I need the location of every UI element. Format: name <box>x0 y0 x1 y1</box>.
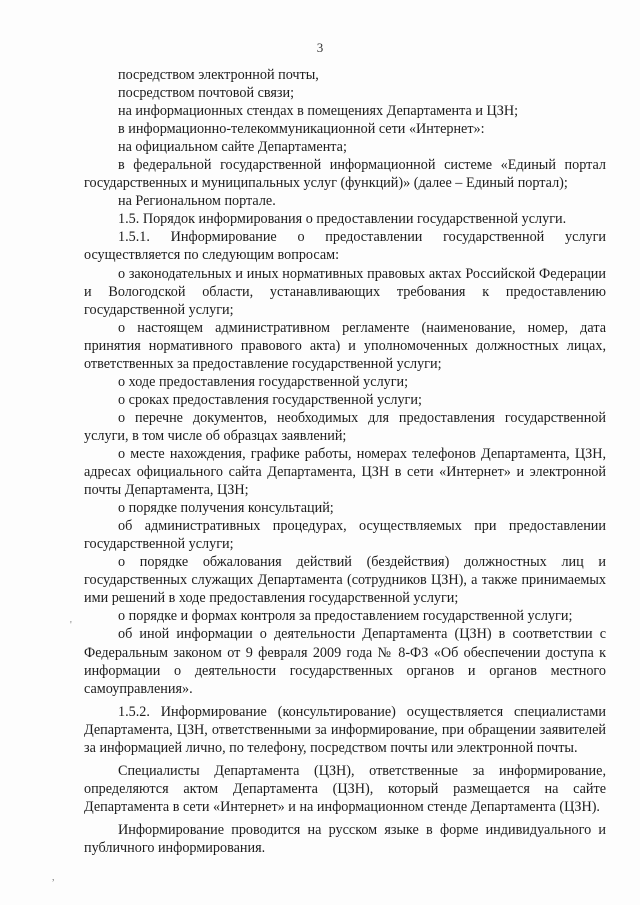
list-item: о сроках предоставления государственной услуги; <box>118 391 422 408</box>
list-item: на официальном сайте Департамента; <box>118 139 347 156</box>
section-heading: 1.5. Порядок информирования о предоставлении государственной услуги. <box>118 211 567 228</box>
list-item: о перечне документов, необходимых для предоставления государственной услуги, в том числе об образцах заявлений; <box>84 409 606 444</box>
body-paragraph: Информирование проводится на русском языке в форме индивидуального и публичного информирования. <box>84 821 606 856</box>
list-item: посредством электронной почты, <box>118 67 319 83</box>
margin-mark: ' <box>70 620 72 631</box>
list-item: в федеральной государственной информационной системе «Единый портал государственных и муниципальных услуг (функций)» (далее – Единый портал); <box>84 157 606 192</box>
list-item: о порядке обжалования действий (бездействия) должностных лиц и государственных служащих Департамента (сотрудников ЦЗН), а также принимаемых ими решений в ходе предоставления государственной услуги; <box>84 554 606 607</box>
subsection-paragraph: 1.5.2. Информирование (консультирование) осуществляется специалистами Департамента, ЦЗН, ответственными за информирование, при обращении заявителей за информацией лично, по телефону, посредством почты или электронной почты. <box>84 703 606 756</box>
list-item: в информационно-телекоммуникационной сети «Интернет»: <box>118 121 485 138</box>
list-item: о месте нахождения, графике работы, номерах телефонов Департамента, ЦЗН, адресах официального сайта Департамента, ЦЗН в сети «Интернет» и электронной почты Департамента, ЦЗН; <box>84 445 606 499</box>
list-item: о законодательных и иных нормативных правовых актах Российской Федерации и Вологодской области, устанавливающих требования к предоставлению государственной услуги; <box>84 265 606 318</box>
list-item: об административных процедурах, осуществляемых при предоставлении государственной услуги; <box>84 518 606 553</box>
list-item: на Региональном портале. <box>118 193 276 210</box>
list-item: об иной информации о деятельности Департамента (ЦЗН) в соответствии с Федеральным законом от 9 февраля 2009 года № 8-ФЗ «Об обеспечении доступа к информации о деятельности государственных органов и органов местного самоуправления». <box>84 626 606 697</box>
subsection-paragraph: 1.5.1. Информирование о предоставлении государственной услуги осуществляется по следующим вопросам: <box>84 229 606 264</box>
page-number: 3 <box>316 40 324 55</box>
document-body <box>84 66 606 857</box>
body-paragraph: Специалисты Департамента (ЦЗН), ответственные за информирование, определяются актом Департамента (ЦЗН), который размещается на сайте Департамента в сети «Интернет» и на информационном стенде Департамента (ЦЗН). <box>84 762 606 815</box>
list-item: о порядке и формах контроля за предоставлением государственной услуги; <box>118 608 573 625</box>
list-item: на информационных стендах в помещениях Департамента и ЦЗН; <box>118 103 519 120</box>
list-item: о порядке получения консультаций; <box>118 500 334 517</box>
margin-mark: , <box>52 872 55 883</box>
list-item: посредством почтовой связи; <box>118 85 295 102</box>
list-item: о настоящем административном регламенте (наименование, номер, дата принятия нормативного правового акта) и уполномоченных должностных лицах, ответственных за предоставление государственной услуги; <box>84 319 606 372</box>
list-item: о ходе предоставления государственной услуги; <box>118 373 409 390</box>
